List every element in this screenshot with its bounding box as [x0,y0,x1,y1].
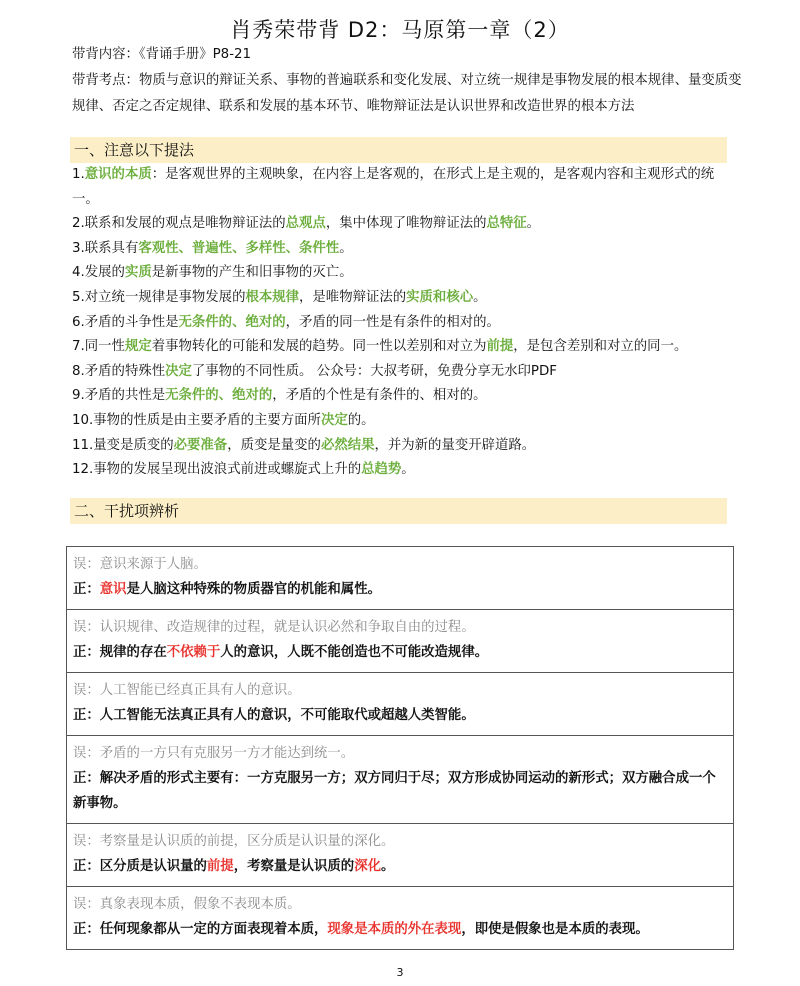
correct-text: 规律的存在 [99,645,167,660]
item-text: 着事物转化的可能和发展的趋势。同一性以差别和对立为 [151,339,487,355]
item-text: 。 [473,289,487,305]
item-text: 量变是质变的 [93,437,174,453]
highlight-text: 总观点 [285,216,326,232]
correct-label: 正： [73,708,100,723]
item-number: 11. [72,437,94,453]
highlight-text: 实质 [124,265,152,281]
wrong-label: 误： [73,834,100,849]
section-heading-distractors: 二、干扰项辨析 [70,498,727,524]
table-row [67,824,734,887]
correct-text: 人的意识，人既不能创造也不可能改造规律。 [220,645,489,660]
correct-text: ，即使是假象也是本质的表现。 [461,922,649,937]
item-text: ，质变是量变的 [227,437,321,453]
correct-text: 人工智能无法真正具有人的意识，不可能取代或超越人类智能。 [99,708,475,723]
table-row [67,736,734,824]
notes-list [72,163,732,483]
key-term: 现象是本质的外在表现 [327,922,462,937]
list-item [72,286,732,311]
item-text: 联系具有 [84,240,139,256]
table-cell [67,547,734,610]
item-text: 矛盾的特殊性 [84,363,166,379]
highlight-text: 无条件的、绝对的 [165,388,273,404]
correct-label: 正： [73,922,100,937]
page-title: 肖秀荣带背 D2：马原第一章（2） [230,18,570,42]
highlight-text: 总特征 [486,216,527,232]
wrong-statement [73,678,727,703]
item-text: 事物的性质是由主要矛盾的主要方面所 [93,412,321,428]
list-item [72,311,732,336]
correct-text: 任何现象都从一定的方面表现着本质， [99,922,328,937]
list-item [72,237,732,262]
points-text: 物质与意识的辩证关系、事物的普遍联系和变化发展、对立统一规律是事物发展的根本规律、量变质变规律、否定之否定规律、联系和发展的基本环节、唯物辩证法是认识世界和改造世界的根本方法 [72,73,742,114]
item-text: 。 [401,462,415,478]
highlight-text: 决定 [320,412,348,428]
item-text: 矛盾的斗争性是 [84,314,179,330]
item-number: 3. [72,240,85,256]
item-number: 4. [72,265,85,281]
item-text: 了事物的不同性质。 公众号：大叔考研，免费分享无水印PDF [191,363,558,379]
points-line [72,68,742,120]
wrong-label: 误： [73,557,100,572]
highlight-text: 意识的本质 [84,167,152,182]
wrong-statement [73,892,727,917]
item-text: 。 [339,240,353,256]
highlight-text: 无条件的、绝对的 [178,314,286,330]
correct-label: 正： [73,582,100,597]
correct-statement [73,703,727,728]
list-item [72,163,732,212]
wrong-statement [73,552,727,577]
wrong-label: 误： [73,683,100,698]
correct-statement [73,854,727,879]
list-item [72,409,732,434]
item-text: 联系和发展的观点是唯物辩证法的 [84,216,286,232]
wrong-text: 考察量是认识质的前提，区分质是认识量的深化。 [99,834,395,849]
wrong-text: 意识来源于人脑。 [99,557,207,572]
table-cell [67,673,734,736]
table-cell [67,736,734,824]
highlight-text: 必然结果 [320,437,375,453]
correct-text: 是人脑这种特殊的物质器官的机能和属性。 [126,582,381,597]
item-text: 。 [526,216,541,232]
correct-text: 解决矛盾的形式主要有：一方克服另一方；双方同归于尽；双方形成协同运动的新形式；双方融合成一个新事物。 [73,771,716,811]
key-term: 深化 [354,859,381,874]
item-text: ，并为新的量变开辟道路。 [374,437,536,453]
list-item [72,458,732,483]
list-item [72,335,732,360]
item-text: 的。 [347,412,375,428]
highlight-text: 实质和核心 [406,289,474,305]
item-text: ，矛盾的个性是有条件的、相对的。 [272,388,487,404]
item-text: ，集中体现了唯物辩证法的 [325,216,487,232]
wrong-label: 误： [73,620,100,635]
correct-text: 。 [380,859,395,874]
wrong-statement [73,615,727,640]
list-item [72,261,732,286]
table-row [67,547,734,610]
correct-statement [73,640,727,665]
item-text: 矛盾的共性是 [84,388,166,404]
table-row [67,887,734,950]
content-label: 带背内容： [72,47,139,62]
item-number: 5. [72,289,85,305]
list-item [72,212,732,237]
content-text: 《背诵手册》P8-21 [138,47,252,62]
wrong-statement [73,829,727,854]
item-number: 12. [72,462,94,478]
list-item [72,384,732,409]
highlight-text: 必要准备 [173,437,228,453]
table-row [67,610,734,673]
highlight-text: 根本规律 [245,289,300,305]
list-item [72,360,732,385]
item-number: 10. [72,412,94,428]
item-text: 是新事物的产生和旧事物的灭亡。 [151,265,353,281]
wrong-text: 人工智能已经真正具有人的意识。 [99,683,301,698]
table-cell [67,610,734,673]
correct-statement [73,917,727,942]
key-term: 意识 [99,582,127,597]
correct-text: ，考察量是认识质的 [233,859,355,874]
item-text: ，是唯物辩证法的 [299,289,407,305]
item-number: 2. [72,216,85,232]
item-text: 事物的发展呈现出波浪式前进或螺旋式上升的 [93,462,362,478]
item-text: 发展的 [84,265,125,281]
item-text: ：是客观世界的主观映象，在内容上是客观的，在形式上是主观的，是客观内容和主观形式的统一。 [72,167,715,207]
points-label: 带背考点： [72,73,139,88]
correct-label: 正： [73,859,100,874]
item-text: ，是包含差别和对立的同一。 [513,339,688,355]
highlight-text: 前提 [486,339,514,355]
item-number: 9. [72,388,85,404]
table-cell [67,887,734,950]
item-number: 8. [72,363,85,379]
correct-label: 正： [73,771,100,786]
item-number: 6. [72,314,85,330]
distractor-table [66,546,734,950]
page-number: 3 [396,966,404,979]
wrong-text: 矛盾的一方只有克服另一方才能达到统一。 [99,746,355,761]
item-number: 1. [72,167,85,182]
key-term: 不依赖于 [166,645,221,660]
correct-text: 区分质是认识量的 [99,859,207,874]
wrong-statement [73,741,727,766]
key-term: 前提 [206,859,234,874]
highlight-text: 决定 [165,363,192,379]
wrong-label: 误： [73,746,100,761]
item-number: 7. [72,339,85,355]
item-text: 对立统一规律是事物发展的 [84,289,246,305]
item-text: ，矛盾的同一性是有条件的相对的。 [285,314,500,330]
table-row [67,673,734,736]
section-heading-notes: 一、注意以下提法 [70,137,727,163]
highlight-text: 客观性、普遍性、多样性、条件性 [138,240,340,256]
correct-statement [73,766,727,816]
highlight-text: 总趋势 [361,462,402,478]
item-text: 同一性 [84,339,125,355]
correct-statement [73,577,727,602]
wrong-text: 认识规律、改造规律的过程，就是认识必然和争取自由的过程。 [99,620,475,635]
list-item [72,434,732,459]
correct-label: 正： [73,645,100,660]
highlight-text: 规定 [124,339,152,355]
wrong-text: 真象表现本质，假象不表现本质。 [99,897,301,912]
table-cell [67,824,734,887]
content-line [72,42,742,68]
wrong-label: 误： [73,897,100,912]
